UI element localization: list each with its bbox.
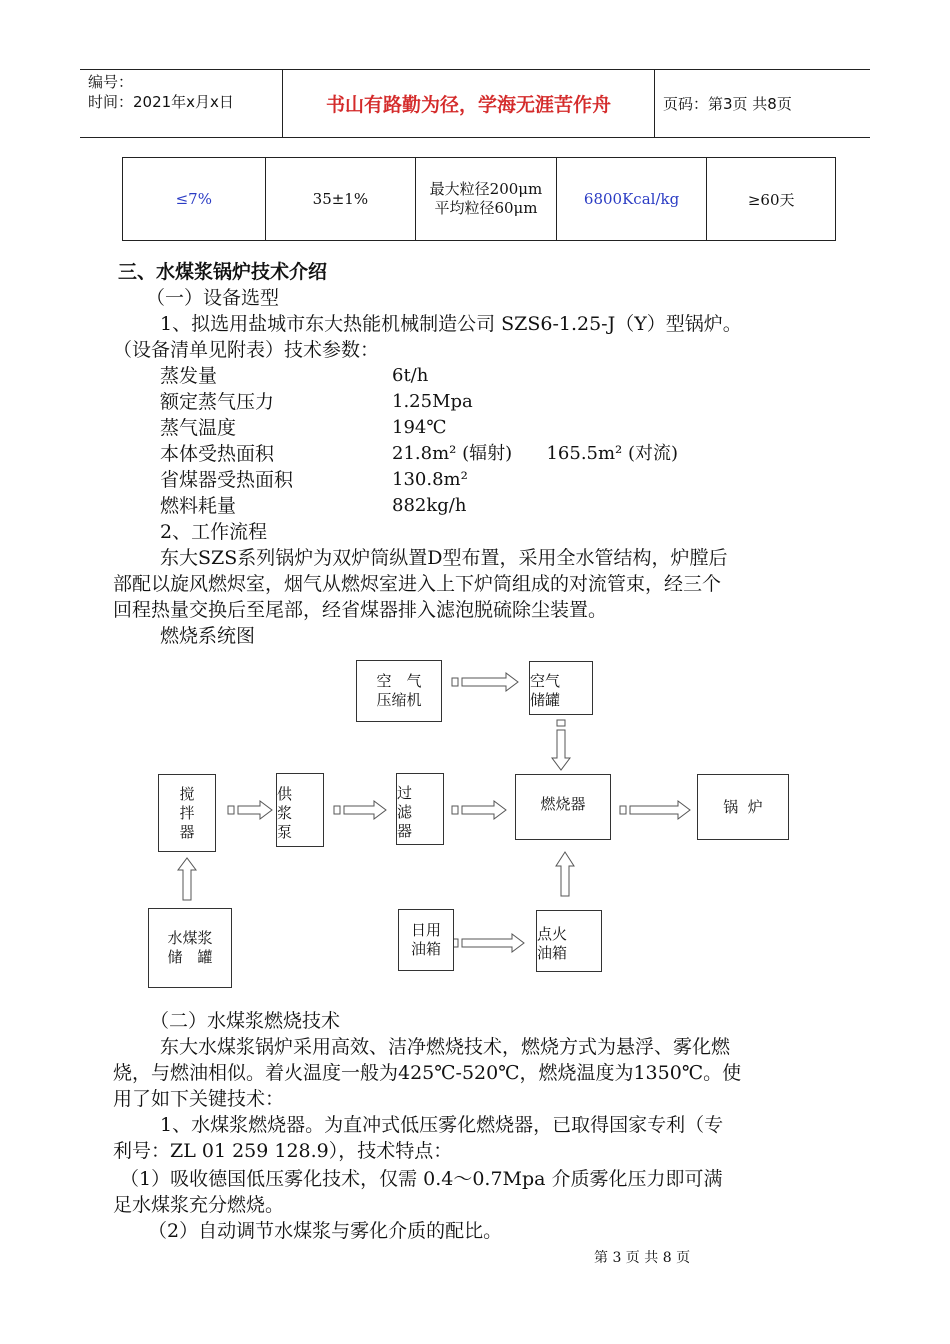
mixer-box (158, 774, 216, 852)
param-value: 194℃ (392, 417, 447, 438)
box-label: 拌 (179, 803, 195, 822)
box-label: 滤 (397, 802, 413, 821)
boiler-box (697, 774, 789, 840)
arrow-right (620, 801, 690, 819)
paragraph-line: 部配以旋风燃烬室，烟气从燃烬室进入上下炉筒组成的对流管束，经三个 (113, 573, 722, 595)
paragraph-line: （设备清单见附表）技术参数： (113, 339, 380, 361)
filter-box (396, 773, 444, 845)
box-label: 水煤浆 (167, 929, 213, 947)
ash-content-value: ≤7% (175, 190, 212, 208)
box-label: 储 罐 (167, 948, 213, 966)
paragraph-line: 东大水煤浆锅炉采用高效、洁净燃烧技术，燃烧方式为悬浮、雾化燃 (160, 1036, 731, 1058)
subsection-title: （一）设备选型 (146, 287, 280, 309)
param-value: 882kg/h (392, 495, 467, 516)
diagram-title: 燃烧系统图 (160, 625, 256, 647)
box-label: 器 (179, 822, 195, 841)
stability-days: ≥60天 (747, 190, 795, 209)
box-label: 供 (277, 784, 293, 803)
param-name: 蒸发量 (160, 365, 218, 387)
box-label: 空 气 (376, 672, 422, 690)
slurry-pump-box (276, 773, 324, 847)
burner-box (515, 774, 611, 840)
subsection-title: （二）水煤浆燃烧技术 (150, 1010, 341, 1032)
box-label: 泵 (277, 822, 293, 841)
box-label: 锅 炉 (723, 797, 763, 816)
box-label: 油箱 (410, 940, 441, 958)
box-label: 日用 (410, 921, 441, 939)
paragraph-line: 回程热量交换后至尾部，经省煤器排入滤泡脱硫除尘装置。 (113, 599, 608, 621)
param-value: 1.25Mpa (392, 391, 473, 412)
box-label: 压缩机 (376, 691, 422, 709)
air-tank-box (529, 661, 593, 715)
param-value: 130.8m² (392, 469, 468, 490)
arrow-right (228, 801, 272, 819)
ignition-oil-tank-box (536, 910, 602, 972)
arrow-right (452, 934, 524, 952)
arrow-right (452, 801, 506, 819)
param-value: 6t/h (392, 365, 429, 386)
arrow-up (556, 852, 574, 896)
box-label: 点火 (537, 925, 568, 943)
document-date: 时间：2021年x月x日 (88, 93, 234, 111)
box-label: 储罐 (530, 691, 561, 709)
moisture-value: 35±1% (312, 190, 369, 208)
page-number-label: 页码：第3页 共8页 (663, 94, 792, 113)
param-name: 本体受热面积 (160, 443, 275, 465)
arrow-right (334, 801, 386, 819)
section-heading: 三、水煤浆锅炉技术介绍 (118, 261, 328, 283)
air-compressor-box (356, 660, 442, 722)
avg-particle-size: 平均粒径60μm (434, 199, 538, 217)
box-label: 搅 (179, 784, 195, 803)
paragraph-line: 足水煤浆充分燃烧。 (113, 1194, 285, 1216)
arrow-down (552, 720, 570, 770)
box-label: 器 (397, 821, 413, 840)
calorific-value: 6800Kcal/kg (583, 190, 680, 208)
paragraph-line: 用了如下关键技术： (113, 1088, 285, 1110)
param-name: 蒸气温度 (160, 417, 237, 439)
paragraph-line: 东大SZS系列锅炉为双炉筒纵置D型布置，采用全水管结构，炉膛后 (160, 547, 728, 569)
slurry-storage-tank-box (148, 908, 232, 988)
arrow-up (178, 858, 196, 900)
paragraph-line: 1、水煤浆燃烧器。为直冲式低压雾化燃烧器，已取得国家专利（专 (160, 1114, 724, 1136)
box-label: 油箱 (537, 944, 568, 962)
header-motto: 书山有路勤为径，学海无涯苦作舟 (325, 94, 611, 116)
paragraph-line: 利号：ZL 01 259 128.9），技术特点： (113, 1140, 453, 1162)
paragraph-line: （2）自动调节水煤浆与雾化介质的配比。 (148, 1220, 503, 1242)
box-label: 过 (397, 783, 413, 802)
max-particle-size: 最大粒径200μm (429, 180, 543, 198)
param-name: 省煤器受热面积 (160, 469, 294, 491)
subsection-title: 2、工作流程 (160, 521, 268, 543)
box-label: 空气 (530, 672, 561, 690)
box-label: 燃烧器 (540, 795, 586, 813)
paragraph-line: 烧，与燃油相似。着火温度一般为425℃-520℃，燃烧温度为1350℃。使 (113, 1062, 742, 1084)
param-value: 21.8m² (辐射) 165.5m² (对流) (392, 443, 679, 464)
param-name: 额定蒸气压力 (160, 391, 275, 413)
arrow-right (452, 673, 518, 691)
daily-oil-tank-box (398, 909, 454, 971)
param-name: 燃料耗量 (160, 495, 237, 517)
box-label: 浆 (277, 803, 293, 822)
paragraph-line: （1）吸收德国低压雾化技术，仅需 0.4～0.7Mpa 介质雾化压力即可满 (120, 1168, 723, 1190)
page-footer: 第 3 页 共 8 页 (594, 1250, 691, 1266)
document-number-label: 编号： (88, 73, 134, 91)
paragraph-line: 1、拟选用盐城市东大热能机械制造公司 SZS6-1.25-J（Y）型锅炉。 (160, 313, 742, 335)
